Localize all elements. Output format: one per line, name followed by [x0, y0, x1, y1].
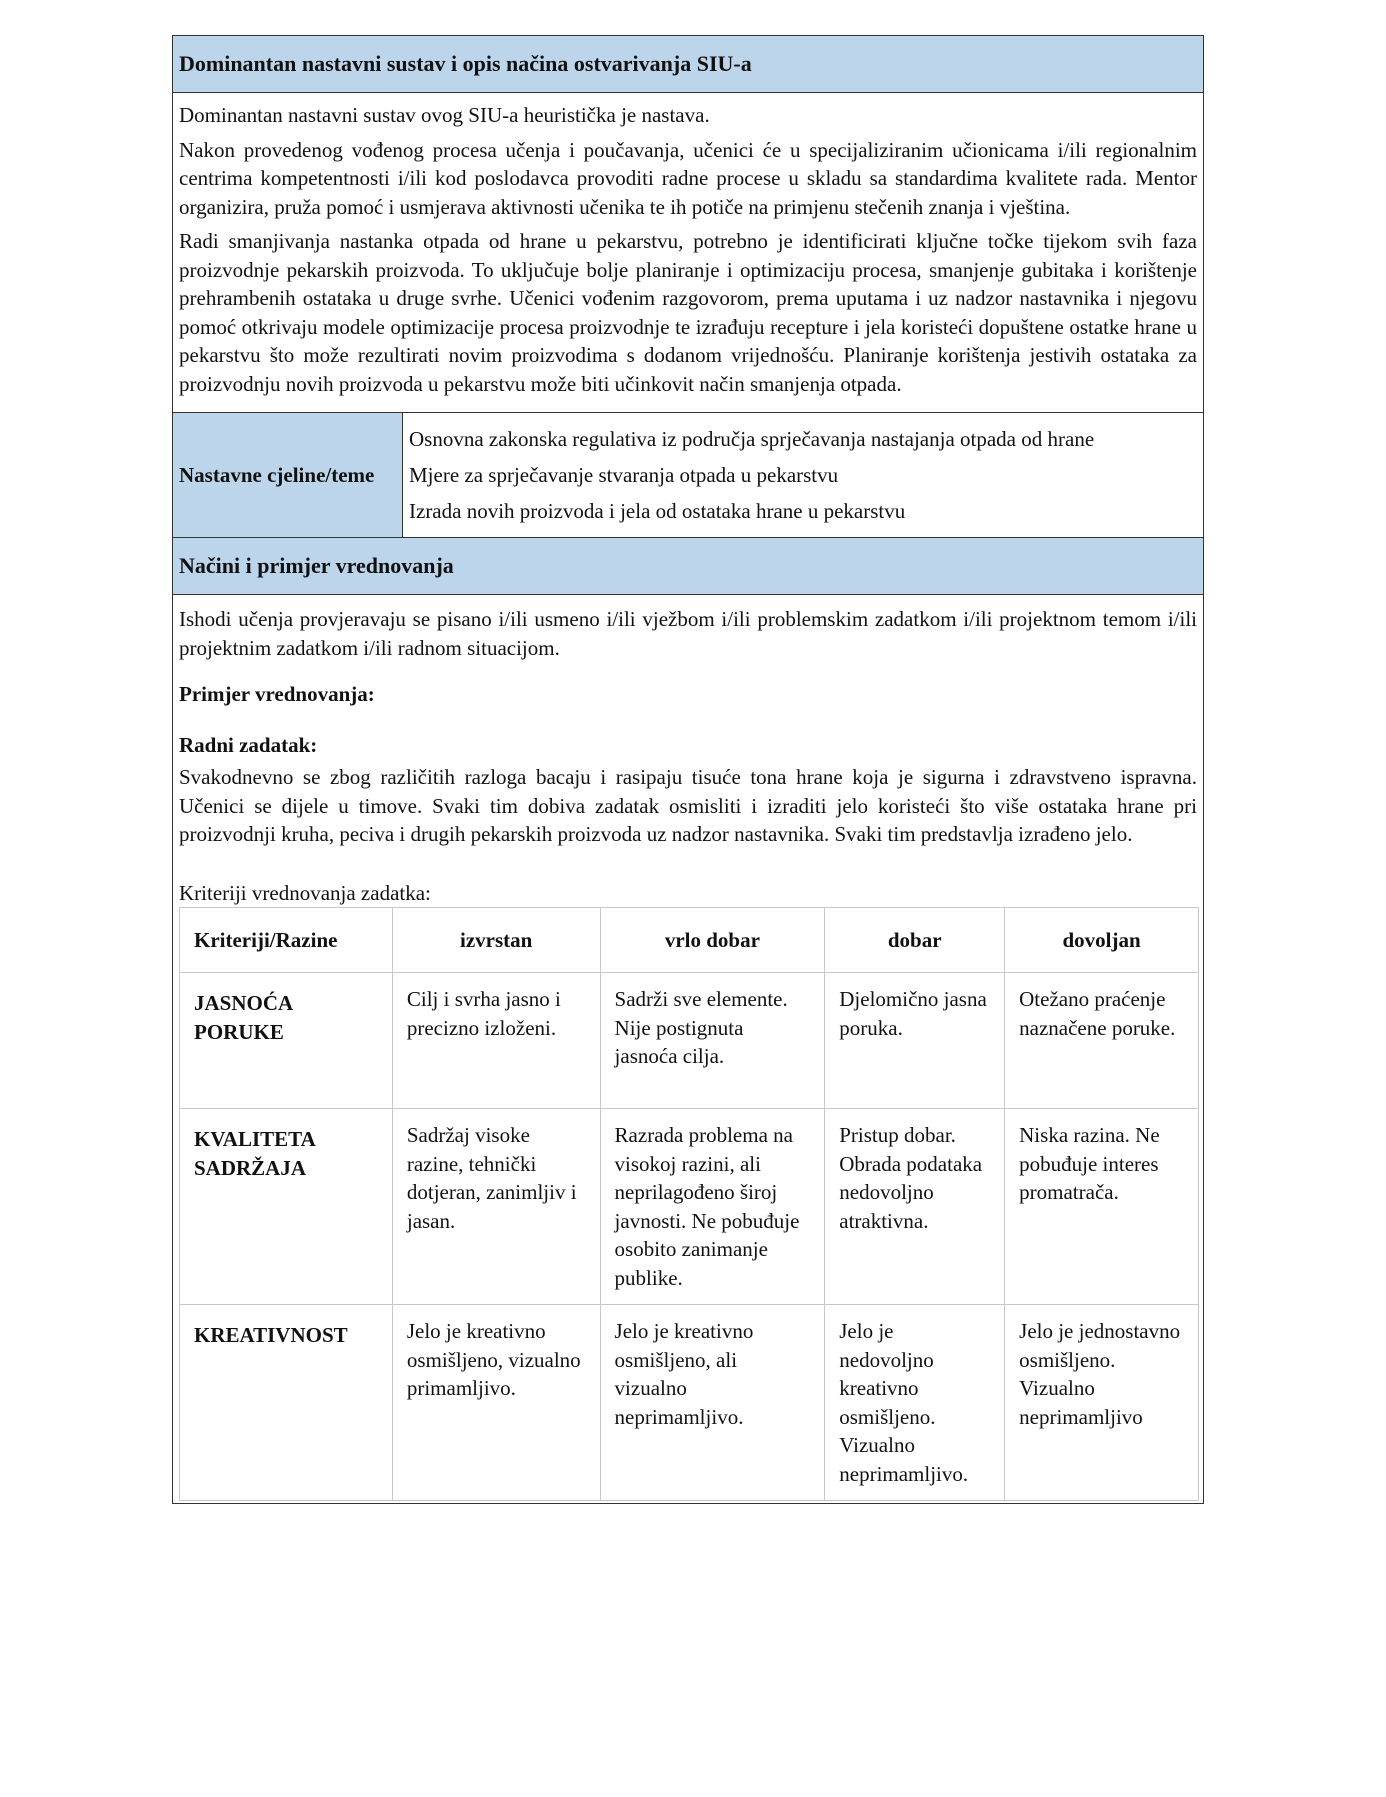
- paragraph: Radi smanjivanja nastanka otpada od hrane u pekarstvu, potrebno je identificirati ključne točke tijekom svih faza proizvodnje pekarskih proizvoda. To uključuje bolje planiranje i optimizaciju procesa, smanjenje gubitaka i korištenje prehrambenih ostataka u druge svrhe. Učenici vođenim razgovorom, prema uputama i uz nadzor nastavnika i njegovu pomoć otkrivaju modele optimizacije procesa proizvodnje te izrađuju recepture i jela koristeći dopuštene ostatke hrane u pekarstvu što može rezultirati novim proizvodima s dodanom vrijednošću. Planiranje korištenja jestivih ostataka za proizvodnju novih proizvoda u pekarstvu može biti učinkovit način smanjenja otpada.: [179, 229, 1197, 396]
- table-cell: Sadrži sve elemente. Nije postignuta jasnoća cilja.: [600, 973, 825, 1109]
- column-header: izvrstan: [392, 908, 600, 973]
- table-cell: Pristup dobar. Obrada podataka nedovoljno atraktivna.: [825, 1109, 1005, 1305]
- topics-label: Nastavne cjeline/teme: [173, 413, 403, 537]
- evaluation-intro: Ishodi učenja provjeravaju se pisano i/ili usmeno i/ili vježbom i/ili problemskim zadatkom i/ili projektnom temom i/ili projektnim zadatkom i/ili radnom situacijom.: [179, 607, 1197, 660]
- table-header-row: [180, 908, 1199, 973]
- document-page: [172, 35, 1204, 1504]
- table-cell: Niska razina. Ne pobuđuje interes promatrača.: [1005, 1109, 1199, 1305]
- topics-row: [173, 412, 1203, 538]
- section-header-teaching-system: Dominantan nastavni sustav i opis načina ostvarivanja SIU-a: [173, 36, 1203, 93]
- column-header: dovoljan: [1005, 908, 1199, 973]
- criterion-name: KVALITETA SADRŽAJA: [180, 1109, 393, 1305]
- table-cell: Jelo je nedovoljno kreativno osmišljeno. Vizualno neprimamljivo.: [825, 1305, 1005, 1501]
- table-cell: Jelo je kreativno osmišljeno, vizualno primamljivo.: [392, 1305, 600, 1501]
- evaluation-section: [173, 595, 1203, 1501]
- table-cell: Cilj i svrha jasno i precizno izloženi.: [392, 973, 600, 1109]
- table-row: [180, 1109, 1199, 1305]
- table-cell: Razrada problema na visokoj razini, ali neprilagođeno široj javnosti. Ne pobuđuje osobito zanimanje publike.: [600, 1109, 825, 1305]
- table-row: [180, 1305, 1199, 1501]
- topics-list: [403, 413, 1203, 537]
- criteria-table: [179, 907, 1199, 1501]
- topic-item: Izrada novih proizvoda i jela od ostataka hrane u pekarstvu: [409, 499, 906, 523]
- task-text: Svakodnevno se zbog različitih razloga bacaju i rasipaju tisuće tona hrane koja je sigurna i zdravstveno ispravna. Učenici se dijele u timove. Svaki tim dobiva zadatak osmisliti i izraditi jelo koristeći što više ostataka hrane pri proizvodnji kruha, peciva i drugih pekarskih proizvoda uz nadzor nastavnika. Svaki tim predstavlja izrađeno jelo.: [179, 765, 1197, 846]
- topic-item: Mjere za sprječavanje stvaranja otpada u pekarstvu: [409, 463, 839, 487]
- table-cell: Sadržaj visoke razine, tehnički dotjeran, zanimljiv i jasan.: [392, 1109, 600, 1305]
- teaching-system-description: [173, 93, 1203, 412]
- example-heading: Primjer vrednovanja:: [179, 682, 375, 706]
- table-cell: Jelo je jednostavno osmišljeno. Vizualno neprimamljivo: [1005, 1305, 1199, 1501]
- column-header: vrlo dobar: [600, 908, 825, 973]
- table-cell: Otežano praćenje naznačene poruke.: [1005, 973, 1199, 1109]
- column-header: dobar: [825, 908, 1005, 973]
- criterion-name: JASNOĆA PORUKE: [180, 973, 393, 1109]
- table-row: [180, 973, 1199, 1109]
- paragraph: Dominantan nastavni sustav ovog SIU-a heuristička je nastava.: [179, 103, 710, 127]
- column-header: Kriteriji/Razine: [180, 908, 393, 973]
- criterion-name: KREATIVNOST: [180, 1305, 393, 1501]
- table-cell: Jelo je kreativno osmišljeno, ali vizualno neprimamljivo.: [600, 1305, 825, 1501]
- topic-item: Osnovna zakonska regulativa iz područja sprječavanja nastajanja otpada od hrane: [409, 427, 1095, 451]
- task-heading: Radni zadatak:: [179, 732, 318, 757]
- criteria-caption: Kriteriji vrednovanja zadatka:: [179, 880, 431, 905]
- table-cell: Djelomično jasna poruka.: [825, 973, 1005, 1109]
- section-header-evaluation: Načini i primjer vrednovanja: [173, 538, 1203, 595]
- paragraph: Nakon provedenog vođenog procesa učenja i poučavanja, učenici će u specijaliziranim učionicama i/ili regionalnim centrima kompetentnosti i/ili kod poslodavca provoditi radne procese u skladu sa standardima kvalitete rada. Mentor organizira, pruža pomoć i usmjerava aktivnosti učenika te ih potiče na primjenu stečenih znanja i vještina.: [179, 137, 1197, 219]
